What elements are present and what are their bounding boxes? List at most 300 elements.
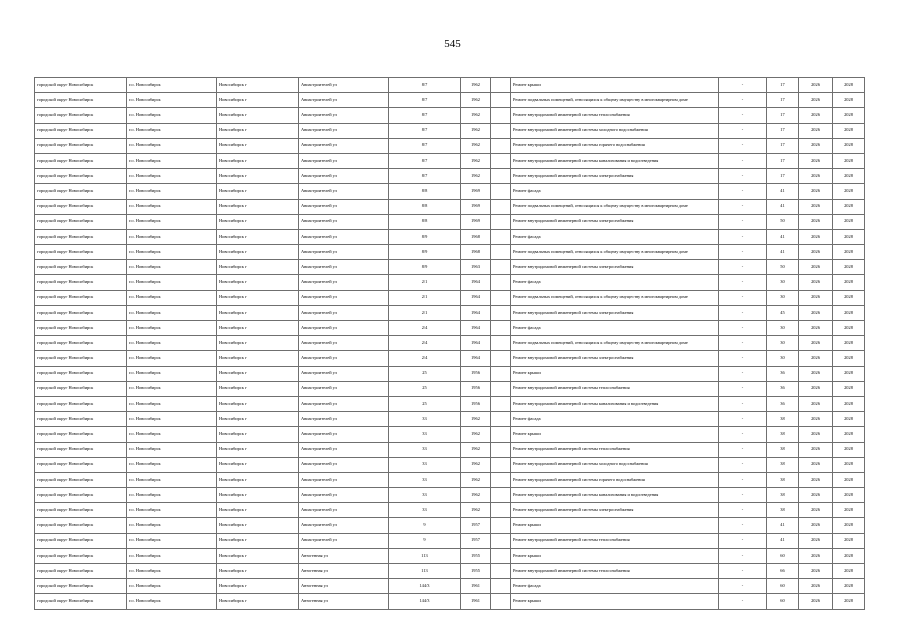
- locality-cell: Новосибирск г: [217, 138, 299, 153]
- empty-cell: [491, 412, 511, 427]
- work-type-cell: Ремонт подвальных помещений, относящихся к общему имуществу в многоквартирном доме: [511, 336, 719, 351]
- street-cell: Авиастроителей ул: [299, 366, 389, 381]
- build-year-cell: 1964: [461, 336, 491, 351]
- build-year-cell: 1962: [461, 153, 491, 168]
- house-number-cell: 9: [389, 533, 461, 548]
- work-type-cell: Ремонт внутридомовой инженерной системы канализования и водоотведения: [511, 488, 719, 503]
- street-cell: Автогенная ул: [299, 579, 389, 594]
- period-end-cell: 2028: [833, 214, 865, 229]
- period-end-cell: 2028: [833, 548, 865, 563]
- locality-cell: Новосибирск г: [217, 214, 299, 229]
- build-year-cell: 1962: [461, 412, 491, 427]
- table-row: [35, 290, 865, 305]
- street-cell: Авиастроителей ул: [299, 488, 389, 503]
- period-end-cell: 2028: [833, 93, 865, 108]
- house-number-cell: 33: [389, 427, 461, 442]
- period-end-cell: 2028: [833, 427, 865, 442]
- period-start-cell: 2026: [799, 412, 833, 427]
- wear-percent-cell: 66: [767, 564, 799, 579]
- work-type-cell: Ремонт внутридомовой инженерной системы холодного водоснабжения: [511, 123, 719, 138]
- locality-cell: Новосибирск г: [217, 472, 299, 487]
- empty-cell: [491, 229, 511, 244]
- work-type-cell: Ремонт фасада: [511, 184, 719, 199]
- wear-percent-cell: 38: [767, 427, 799, 442]
- work-type-cell: Ремонт крыши: [511, 78, 719, 93]
- build-year-cell: 1957: [461, 518, 491, 533]
- street-cell: Авиастроителей ул: [299, 93, 389, 108]
- empty-cell: [491, 336, 511, 351]
- period-end-cell: 2028: [833, 275, 865, 290]
- work-type-cell: Ремонт подвальных помещений, относящихся к общему имуществу в многоквартирном доме: [511, 290, 719, 305]
- table-row: [35, 184, 865, 199]
- house-number-cell: 33: [389, 488, 461, 503]
- build-year-cell: 1955: [461, 564, 491, 579]
- work-type-cell: Ремонт фасада: [511, 412, 719, 427]
- build-year-cell: 1962: [461, 503, 491, 518]
- work-type-cell: Ремонт внутридомовой инженерной системы холодного водоснабжения: [511, 457, 719, 472]
- empty-cell: [491, 442, 511, 457]
- street-cell: Авиастроителей ул: [299, 351, 389, 366]
- municipal-district-cell: городской округ Новосибирск: [35, 214, 127, 229]
- municipal-district-cell: городской округ Новосибирск: [35, 305, 127, 320]
- wear-percent-cell: 38: [767, 503, 799, 518]
- build-year-cell: 1962: [461, 123, 491, 138]
- wear-percent-cell: 38: [767, 488, 799, 503]
- street-cell: Авиастроителей ул: [299, 214, 389, 229]
- period-start-cell: 2026: [799, 442, 833, 457]
- locality-cell: Новосибирск г: [217, 305, 299, 320]
- build-year-cell: 1969: [461, 184, 491, 199]
- work-type-cell: Ремонт фасада: [511, 275, 719, 290]
- dash-cell: -: [719, 518, 767, 533]
- work-type-cell: Ремонт внутридомовой инженерной системы теплоснабжения: [511, 533, 719, 548]
- municipal-district-cell: городской округ Новосибирск: [35, 138, 127, 153]
- house-number-cell: 9: [389, 518, 461, 533]
- house-number-cell: 8/7: [389, 93, 461, 108]
- municipal-district-cell: городской округ Новосибирск: [35, 533, 127, 548]
- table-row: [35, 457, 865, 472]
- build-year-cell: 1964: [461, 305, 491, 320]
- build-year-cell: 1962: [461, 488, 491, 503]
- period-end-cell: 2028: [833, 366, 865, 381]
- empty-cell: [491, 199, 511, 214]
- period-end-cell: 2028: [833, 488, 865, 503]
- empty-cell: [491, 184, 511, 199]
- period-start-cell: 2026: [799, 518, 833, 533]
- house-number-cell: 8/7: [389, 138, 461, 153]
- work-type-cell: Ремонт внутридомовой инженерной системы электроснабжения: [511, 305, 719, 320]
- wear-percent-cell: 38: [767, 442, 799, 457]
- wear-percent-cell: 60: [767, 579, 799, 594]
- period-end-cell: 2028: [833, 518, 865, 533]
- period-end-cell: 2028: [833, 199, 865, 214]
- street-cell: Авиастроителей ул: [299, 381, 389, 396]
- house-number-cell: 8/9: [389, 260, 461, 275]
- period-end-cell: 2028: [833, 579, 865, 594]
- locality-cell: Новосибирск г: [217, 169, 299, 184]
- house-number-cell: 25: [389, 366, 461, 381]
- table-row: [35, 336, 865, 351]
- period-end-cell: 2028: [833, 564, 865, 579]
- build-year-cell: 1962: [461, 169, 491, 184]
- dash-cell: -: [719, 305, 767, 320]
- city-okrug-cell: г.о. Новосибирск: [127, 78, 217, 93]
- city-okrug-cell: г.о. Новосибирск: [127, 214, 217, 229]
- locality-cell: Новосибирск г: [217, 366, 299, 381]
- period-start-cell: 2026: [799, 351, 833, 366]
- street-cell: Авиастроителей ул: [299, 229, 389, 244]
- city-okrug-cell: г.о. Новосибирск: [127, 336, 217, 351]
- house-number-cell: 2/4: [389, 336, 461, 351]
- locality-cell: Новосибирск г: [217, 108, 299, 123]
- wear-percent-cell: 30: [767, 336, 799, 351]
- period-end-cell: 2028: [833, 123, 865, 138]
- period-start-cell: 2026: [799, 427, 833, 442]
- empty-cell: [491, 594, 511, 609]
- city-okrug-cell: г.о. Новосибирск: [127, 260, 217, 275]
- wear-percent-cell: 30: [767, 351, 799, 366]
- period-end-cell: 2028: [833, 321, 865, 336]
- table-row: [35, 93, 865, 108]
- street-cell: Автогенная ул: [299, 594, 389, 609]
- house-number-cell: 33: [389, 472, 461, 487]
- table-body: [35, 78, 865, 610]
- table-row: [35, 442, 865, 457]
- table-row: [35, 351, 865, 366]
- empty-cell: [491, 518, 511, 533]
- work-type-cell: Ремонт фасада: [511, 229, 719, 244]
- house-number-cell: 2/4: [389, 321, 461, 336]
- wear-percent-cell: 41: [767, 199, 799, 214]
- street-cell: Авиастроителей ул: [299, 108, 389, 123]
- wear-percent-cell: 38: [767, 412, 799, 427]
- locality-cell: Новосибирск г: [217, 488, 299, 503]
- table-row: [35, 169, 865, 184]
- dash-cell: -: [719, 336, 767, 351]
- house-number-cell: 2/4: [389, 351, 461, 366]
- dash-cell: -: [719, 472, 767, 487]
- dash-cell: -: [719, 245, 767, 260]
- house-number-cell: 8/8: [389, 214, 461, 229]
- house-number-cell: 8/7: [389, 78, 461, 93]
- period-start-cell: 2026: [799, 260, 833, 275]
- period-start-cell: 2026: [799, 381, 833, 396]
- wear-percent-cell: 30: [767, 290, 799, 305]
- wear-percent-cell: 17: [767, 123, 799, 138]
- period-end-cell: 2028: [833, 78, 865, 93]
- period-end-cell: 2028: [833, 290, 865, 305]
- city-okrug-cell: г.о. Новосибирск: [127, 275, 217, 290]
- empty-cell: [491, 381, 511, 396]
- period-end-cell: 2028: [833, 594, 865, 609]
- locality-cell: Новосибирск г: [217, 503, 299, 518]
- wear-percent-cell: 41: [767, 229, 799, 244]
- empty-cell: [491, 260, 511, 275]
- street-cell: Авиастроителей ул: [299, 305, 389, 320]
- wear-percent-cell: 38: [767, 472, 799, 487]
- empty-cell: [491, 564, 511, 579]
- table-row: [35, 78, 865, 93]
- work-type-cell: Ремонт внутридомовой инженерной системы электроснабжения: [511, 214, 719, 229]
- municipal-district-cell: городской округ Новосибирск: [35, 108, 127, 123]
- period-start-cell: 2026: [799, 503, 833, 518]
- dash-cell: -: [719, 184, 767, 199]
- dash-cell: -: [719, 548, 767, 563]
- locality-cell: Новосибирск г: [217, 229, 299, 244]
- work-type-cell: Ремонт фасада: [511, 579, 719, 594]
- street-cell: Авиастроителей ул: [299, 503, 389, 518]
- dash-cell: -: [719, 260, 767, 275]
- street-cell: Авиастроителей ул: [299, 78, 389, 93]
- period-start-cell: 2026: [799, 275, 833, 290]
- table-row: [35, 199, 865, 214]
- house-number-cell: 8/7: [389, 169, 461, 184]
- street-cell: Авиастроителей ул: [299, 199, 389, 214]
- city-okrug-cell: г.о. Новосибирск: [127, 123, 217, 138]
- dash-cell: -: [719, 442, 767, 457]
- municipal-district-cell: городской округ Новосибирск: [35, 442, 127, 457]
- locality-cell: Новосибирск г: [217, 533, 299, 548]
- table-row: [35, 488, 865, 503]
- street-cell: Авиастроителей ул: [299, 336, 389, 351]
- city-okrug-cell: г.о. Новосибирск: [127, 518, 217, 533]
- empty-cell: [491, 579, 511, 594]
- period-start-cell: 2026: [799, 138, 833, 153]
- wear-percent-cell: 36: [767, 396, 799, 411]
- city-okrug-cell: г.о. Новосибирск: [127, 184, 217, 199]
- build-year-cell: 1956: [461, 381, 491, 396]
- empty-cell: [491, 169, 511, 184]
- locality-cell: Новосибирск г: [217, 518, 299, 533]
- table-row: [35, 123, 865, 138]
- empty-cell: [491, 245, 511, 260]
- period-start-cell: 2026: [799, 108, 833, 123]
- street-cell: Авиастроителей ул: [299, 518, 389, 533]
- street-cell: Авиастроителей ул: [299, 321, 389, 336]
- street-cell: Авиастроителей ул: [299, 412, 389, 427]
- wear-percent-cell: 30: [767, 275, 799, 290]
- locality-cell: Новосибирск г: [217, 123, 299, 138]
- empty-cell: [491, 138, 511, 153]
- municipal-district-cell: городской округ Новосибирск: [35, 579, 127, 594]
- city-okrug-cell: г.о. Новосибирск: [127, 579, 217, 594]
- build-year-cell: 1956: [461, 396, 491, 411]
- city-okrug-cell: г.о. Новосибирск: [127, 93, 217, 108]
- period-start-cell: 2026: [799, 245, 833, 260]
- house-number-cell: 8/7: [389, 153, 461, 168]
- table-row: [35, 594, 865, 609]
- build-year-cell: 1961: [461, 594, 491, 609]
- empty-cell: [491, 108, 511, 123]
- build-year-cell: 1956: [461, 366, 491, 381]
- municipal-district-cell: городской округ Новосибирск: [35, 488, 127, 503]
- street-cell: Авиастроителей ул: [299, 396, 389, 411]
- dash-cell: -: [719, 533, 767, 548]
- dash-cell: -: [719, 366, 767, 381]
- period-end-cell: 2028: [833, 260, 865, 275]
- wear-percent-cell: 45: [767, 305, 799, 320]
- house-number-cell: 8/7: [389, 108, 461, 123]
- wear-percent-cell: 36: [767, 381, 799, 396]
- locality-cell: Новосибирск г: [217, 78, 299, 93]
- dash-cell: -: [719, 351, 767, 366]
- locality-cell: Новосибирск г: [217, 396, 299, 411]
- locality-cell: Новосибирск г: [217, 548, 299, 563]
- period-start-cell: 2026: [799, 366, 833, 381]
- city-okrug-cell: г.о. Новосибирск: [127, 108, 217, 123]
- city-okrug-cell: г.о. Новосибирск: [127, 153, 217, 168]
- period-end-cell: 2028: [833, 245, 865, 260]
- period-start-cell: 2026: [799, 290, 833, 305]
- build-year-cell: 1962: [461, 108, 491, 123]
- dash-cell: -: [719, 153, 767, 168]
- empty-cell: [491, 457, 511, 472]
- locality-cell: Новосибирск г: [217, 260, 299, 275]
- city-okrug-cell: г.о. Новосибирск: [127, 305, 217, 320]
- house-number-cell: 8/9: [389, 245, 461, 260]
- house-number-cell: 2/1: [389, 275, 461, 290]
- locality-cell: Новосибирск г: [217, 336, 299, 351]
- house-number-cell: 8/8: [389, 184, 461, 199]
- wear-percent-cell: 17: [767, 93, 799, 108]
- work-type-cell: Ремонт внутридомовой инженерной системы электроснабжения: [511, 351, 719, 366]
- work-type-cell: Ремонт внутридомовой инженерной системы электроснабжения: [511, 503, 719, 518]
- period-start-cell: 2026: [799, 594, 833, 609]
- wear-percent-cell: 17: [767, 138, 799, 153]
- work-type-cell: Ремонт внутридомовой инженерной системы теплоснабжения: [511, 564, 719, 579]
- municipal-district-cell: городской округ Новосибирск: [35, 472, 127, 487]
- capital-repair-table: [34, 77, 865, 610]
- period-end-cell: 2028: [833, 472, 865, 487]
- municipal-district-cell: городской округ Новосибирск: [35, 123, 127, 138]
- work-type-cell: Ремонт внутридомовой инженерной системы горячего водоснабжения: [511, 138, 719, 153]
- city-okrug-cell: г.о. Новосибирск: [127, 503, 217, 518]
- empty-cell: [491, 305, 511, 320]
- house-number-cell: 25: [389, 381, 461, 396]
- dash-cell: -: [719, 138, 767, 153]
- period-start-cell: 2026: [799, 153, 833, 168]
- house-number-cell: 113: [389, 548, 461, 563]
- build-year-cell: 1961: [461, 579, 491, 594]
- period-end-cell: 2028: [833, 305, 865, 320]
- empty-cell: [491, 93, 511, 108]
- city-okrug-cell: г.о. Новосибирск: [127, 548, 217, 563]
- street-cell: Авиастроителей ул: [299, 427, 389, 442]
- period-start-cell: 2026: [799, 533, 833, 548]
- municipal-district-cell: городской округ Новосибирск: [35, 457, 127, 472]
- dash-cell: -: [719, 290, 767, 305]
- wear-percent-cell: 17: [767, 169, 799, 184]
- table-row: [35, 260, 865, 275]
- locality-cell: Новосибирск г: [217, 381, 299, 396]
- dash-cell: -: [719, 199, 767, 214]
- table-row: [35, 321, 865, 336]
- dash-cell: -: [719, 78, 767, 93]
- period-start-cell: 2026: [799, 184, 833, 199]
- municipal-district-cell: городской округ Новосибирск: [35, 78, 127, 93]
- municipal-district-cell: городской округ Новосибирск: [35, 229, 127, 244]
- house-number-cell: 33: [389, 503, 461, 518]
- street-cell: Авиастроителей ул: [299, 472, 389, 487]
- house-number-cell: 2/1: [389, 290, 461, 305]
- build-year-cell: 1969: [461, 199, 491, 214]
- wear-percent-cell: 41: [767, 518, 799, 533]
- period-end-cell: 2028: [833, 533, 865, 548]
- locality-cell: Новосибирск г: [217, 153, 299, 168]
- city-okrug-cell: г.о. Новосибирск: [127, 290, 217, 305]
- table-row: [35, 564, 865, 579]
- period-end-cell: 2028: [833, 381, 865, 396]
- period-end-cell: 2028: [833, 169, 865, 184]
- table-row: [35, 503, 865, 518]
- municipal-district-cell: городской округ Новосибирск: [35, 260, 127, 275]
- build-year-cell: 1962: [461, 472, 491, 487]
- build-year-cell: 1962: [461, 138, 491, 153]
- work-type-cell: Ремонт крыши: [511, 548, 719, 563]
- city-okrug-cell: г.о. Новосибирск: [127, 412, 217, 427]
- locality-cell: Новосибирск г: [217, 579, 299, 594]
- empty-cell: [491, 321, 511, 336]
- municipal-district-cell: городской округ Новосибирск: [35, 366, 127, 381]
- municipal-district-cell: городской округ Новосибирск: [35, 396, 127, 411]
- municipal-district-cell: городской округ Новосибирск: [35, 321, 127, 336]
- street-cell: Авиастроителей ул: [299, 533, 389, 548]
- table-row: [35, 366, 865, 381]
- table-row: [35, 518, 865, 533]
- empty-cell: [491, 290, 511, 305]
- work-type-cell: Ремонт подвальных помещений, относящихся к общему имуществу в многоквартирном доме: [511, 199, 719, 214]
- house-number-cell: 2/1: [389, 305, 461, 320]
- municipal-district-cell: городской округ Новосибирск: [35, 564, 127, 579]
- city-okrug-cell: г.о. Новосибирск: [127, 245, 217, 260]
- period-start-cell: 2026: [799, 305, 833, 320]
- empty-cell: [491, 214, 511, 229]
- build-year-cell: 1968: [461, 229, 491, 244]
- municipal-district-cell: городской округ Новосибирск: [35, 412, 127, 427]
- work-type-cell: Ремонт внутридомовой инженерной системы канализования и водоотведения: [511, 153, 719, 168]
- period-start-cell: 2026: [799, 199, 833, 214]
- period-start-cell: 2026: [799, 78, 833, 93]
- period-start-cell: 2026: [799, 564, 833, 579]
- wear-percent-cell: 17: [767, 78, 799, 93]
- house-number-cell: 8/7: [389, 123, 461, 138]
- table-row: [35, 214, 865, 229]
- build-year-cell: 1964: [461, 321, 491, 336]
- locality-cell: Новосибирск г: [217, 442, 299, 457]
- build-year-cell: 1963: [461, 260, 491, 275]
- period-start-cell: 2026: [799, 579, 833, 594]
- wear-percent-cell: 60: [767, 548, 799, 563]
- period-start-cell: 2026: [799, 169, 833, 184]
- empty-cell: [491, 533, 511, 548]
- municipal-district-cell: городской округ Новосибирск: [35, 199, 127, 214]
- city-okrug-cell: г.о. Новосибирск: [127, 442, 217, 457]
- house-number-cell: 8/9: [389, 229, 461, 244]
- house-number-cell: 33: [389, 457, 461, 472]
- dash-cell: -: [719, 108, 767, 123]
- wear-percent-cell: 38: [767, 457, 799, 472]
- period-end-cell: 2028: [833, 184, 865, 199]
- dash-cell: -: [719, 93, 767, 108]
- table-row: [35, 305, 865, 320]
- municipal-district-cell: городской округ Новосибирск: [35, 336, 127, 351]
- municipal-district-cell: городской округ Новосибирск: [35, 427, 127, 442]
- period-start-cell: 2026: [799, 472, 833, 487]
- locality-cell: Новосибирск г: [217, 457, 299, 472]
- municipal-district-cell: городской округ Новосибирск: [35, 153, 127, 168]
- dash-cell: -: [719, 275, 767, 290]
- dash-cell: -: [719, 412, 767, 427]
